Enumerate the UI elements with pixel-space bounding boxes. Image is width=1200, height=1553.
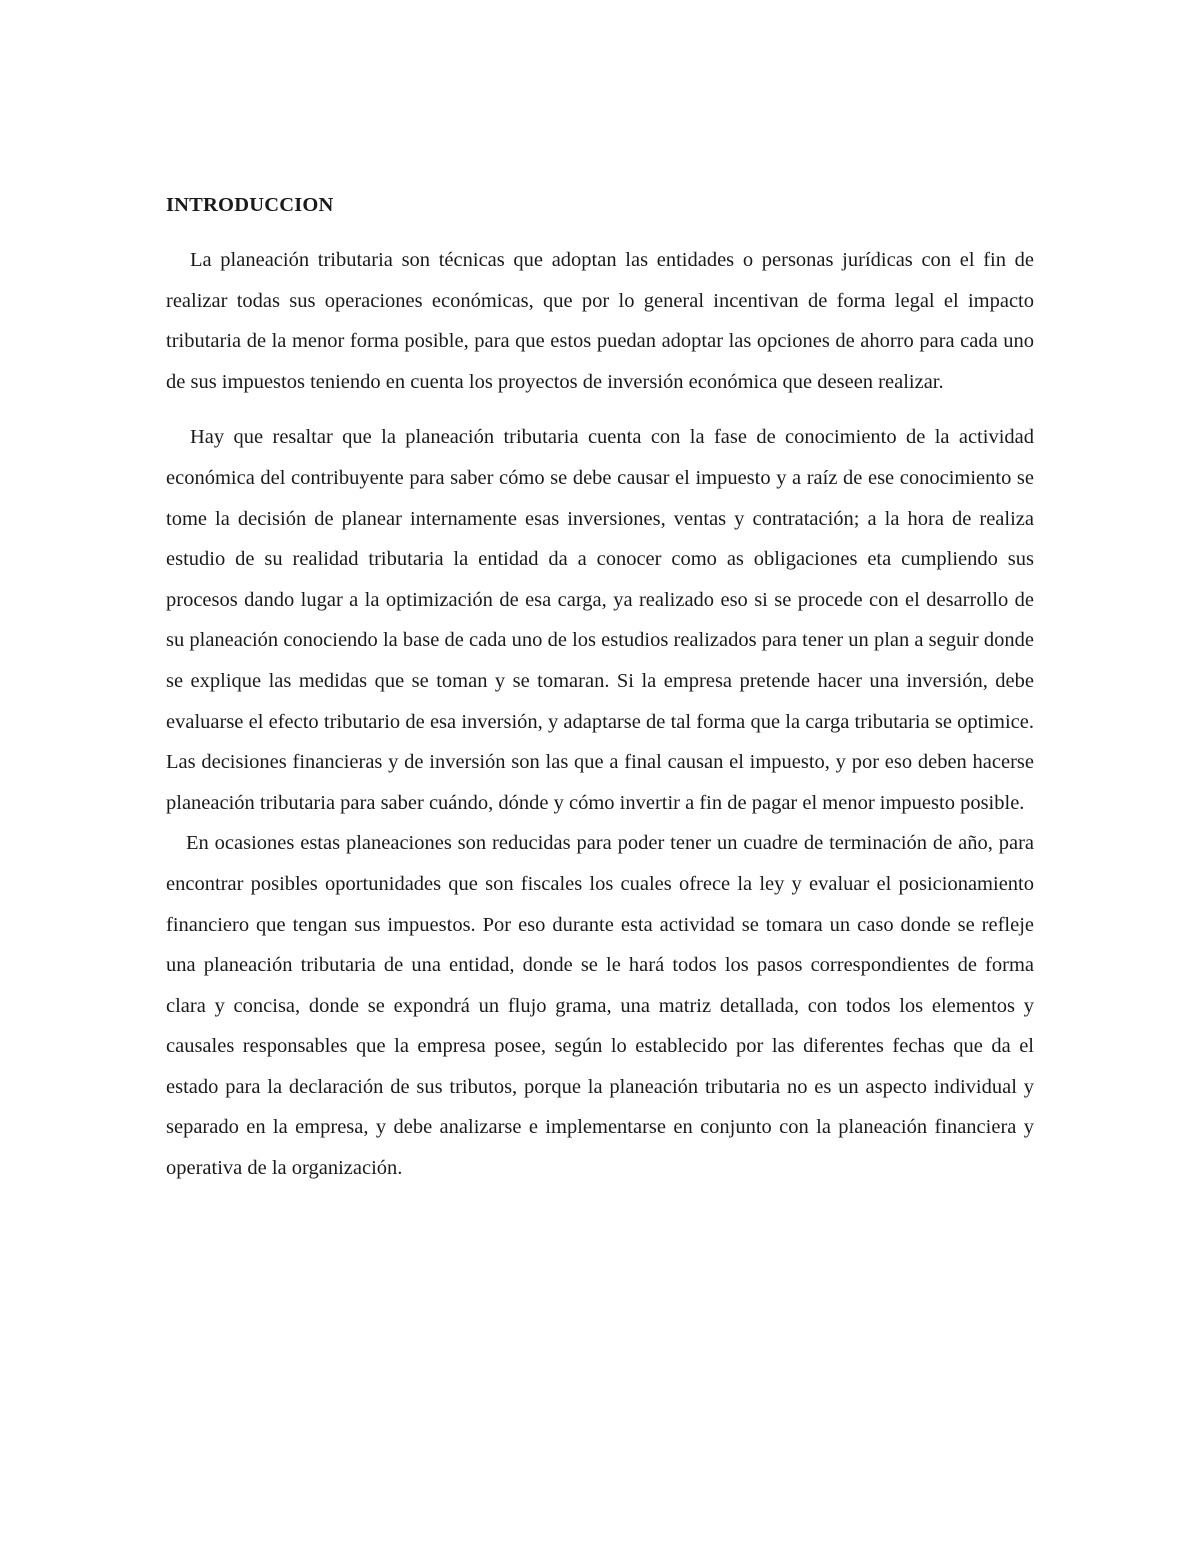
section-heading: INTRODUCCION — [166, 194, 334, 216]
paragraph-3: En ocasiones estas planeaciones son reducidas para poder tener un cuadre de terminación de año, para encontrar posibles oportunidades que son fiscales los cuales ofrece la ley y evaluar el posicionamiento financiero que tengan sus impuestos. Por eso durante esta actividad se tomara un caso donde se refleje una planeación tributaria de una entidad, donde se le hará todos los pasos correspondientes de forma clara y concisa, donde se expondrá un flujo grama, una matriz detallada, con todos los elementos y causales responsables que la empresa posee, según lo establecido por las diferentes fechas que da el estado para la declaración de sus tributos, porque la planeación tributaria no es un aspecto individual y separado en la empresa, y debe analizarse e implementarse en conjunto con la planeación financiera y operativa de la organización. — [166, 832, 1034, 1180]
document-body — [166, 190, 1034, 1189]
paragraph-2: Hay que resaltar que la planeación tributaria cuenta con la fase de conocimiento de la actividad económica del contribuyente para saber cómo se debe causar el impuesto y a raíz de ese conocimiento se tome la decisión de planear internamente esas inversiones, ventas y contratación; a la hora de realiza estudio de su realidad tributaria la entidad da a conocer como as obligaciones eta cumpliendo sus procesos dando lugar a la optimización de esa carga, ya realizado eso si se procede con el desarrollo de su planeación conociendo la base de cada uno de los estudios realizados para tener un plan a seguir donde se explique las medidas que se toman y se tomaran. Si la empresa pretende hacer una inversión, debe evaluarse el efecto tributario de esa inversión, y adaptarse de tal forma que la carga tributaria se optimice. Las decisiones financieras y de inversión son las que a final causan el impuesto, y por eso deben hacerse planeación tributaria para saber cuándo, dónde y cómo invertir a fin de pagar el menor impuesto posible. — [166, 426, 1034, 814]
paragraph-1: La planeación tributaria son técnicas que adoptan las entidades o personas jurídicas con el fin de realizar todas sus operaciones económicas, que por lo general incentivan de forma legal el impacto tributaria de la menor forma posible, para que estos puedan adoptar las opciones de ahorro para cada uno de sus impuestos teniendo en cuenta los proyectos de inversión económica que deseen realizar. — [166, 249, 1034, 393]
